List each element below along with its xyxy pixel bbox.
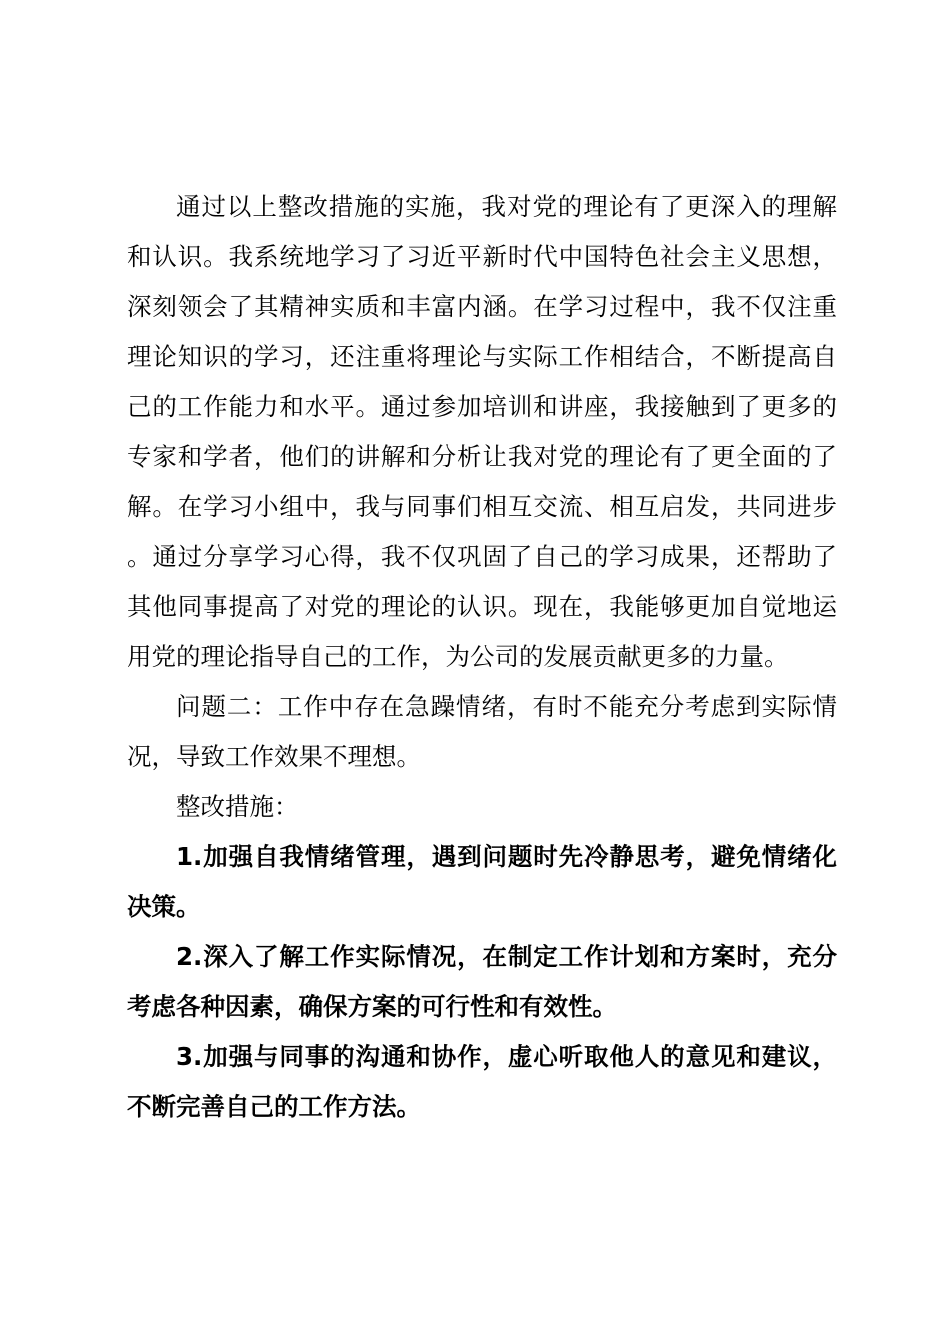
paragraph-problem-two: 问题二：工作中存在急躁情绪，有时不能充分考虑到实际情况，导致工作效果不理想。 xyxy=(127,692,837,771)
paragraph-measures-heading: 整改措施： xyxy=(176,792,299,821)
measure-item-2: 2.深入了解工作实际情况，在制定工作计划和方案时，充分考虑各种因素，确保方案的可行性和有效性。 xyxy=(127,942,837,1021)
paragraph-study-results: 通过以上整改措施的实施，我对党的理论有了更深入的理解和认识。我系统地学习了习近平新时代中国特色社会主义思想，深刻领会了其精神实质和丰富内涵。在学习过程中，我不仅注重理论知识的学习，还注重将理论与实际工作相结合，不断提高自己的工作能力和水平。通过参加培训和讲座，我接触到了更多的专家和学者，他们的讲解和分析让我对党的理论有了更全面的了解。在学习小组中，我与同事们相互交流、相互启发，共同进步。通过分享学习心得，我不仅巩固了自己的学习成果，还帮助了其他同事提高了对党的理论的认识。现在，我能够更加自觉地运用党的理论指导自己的工作，为公司的发展贡献更多的力量。 xyxy=(127,192,837,671)
document-body xyxy=(127,182,837,1132)
measure-item-3: 3.加强与同事的沟通和协作，虚心听取他人的意见和建议，不断完善自己的工作方法。 xyxy=(127,1042,837,1121)
measure-item-1: 1.加强自我情绪管理，遇到问题时先冷静思考，避免情绪化决策。 xyxy=(127,842,837,921)
